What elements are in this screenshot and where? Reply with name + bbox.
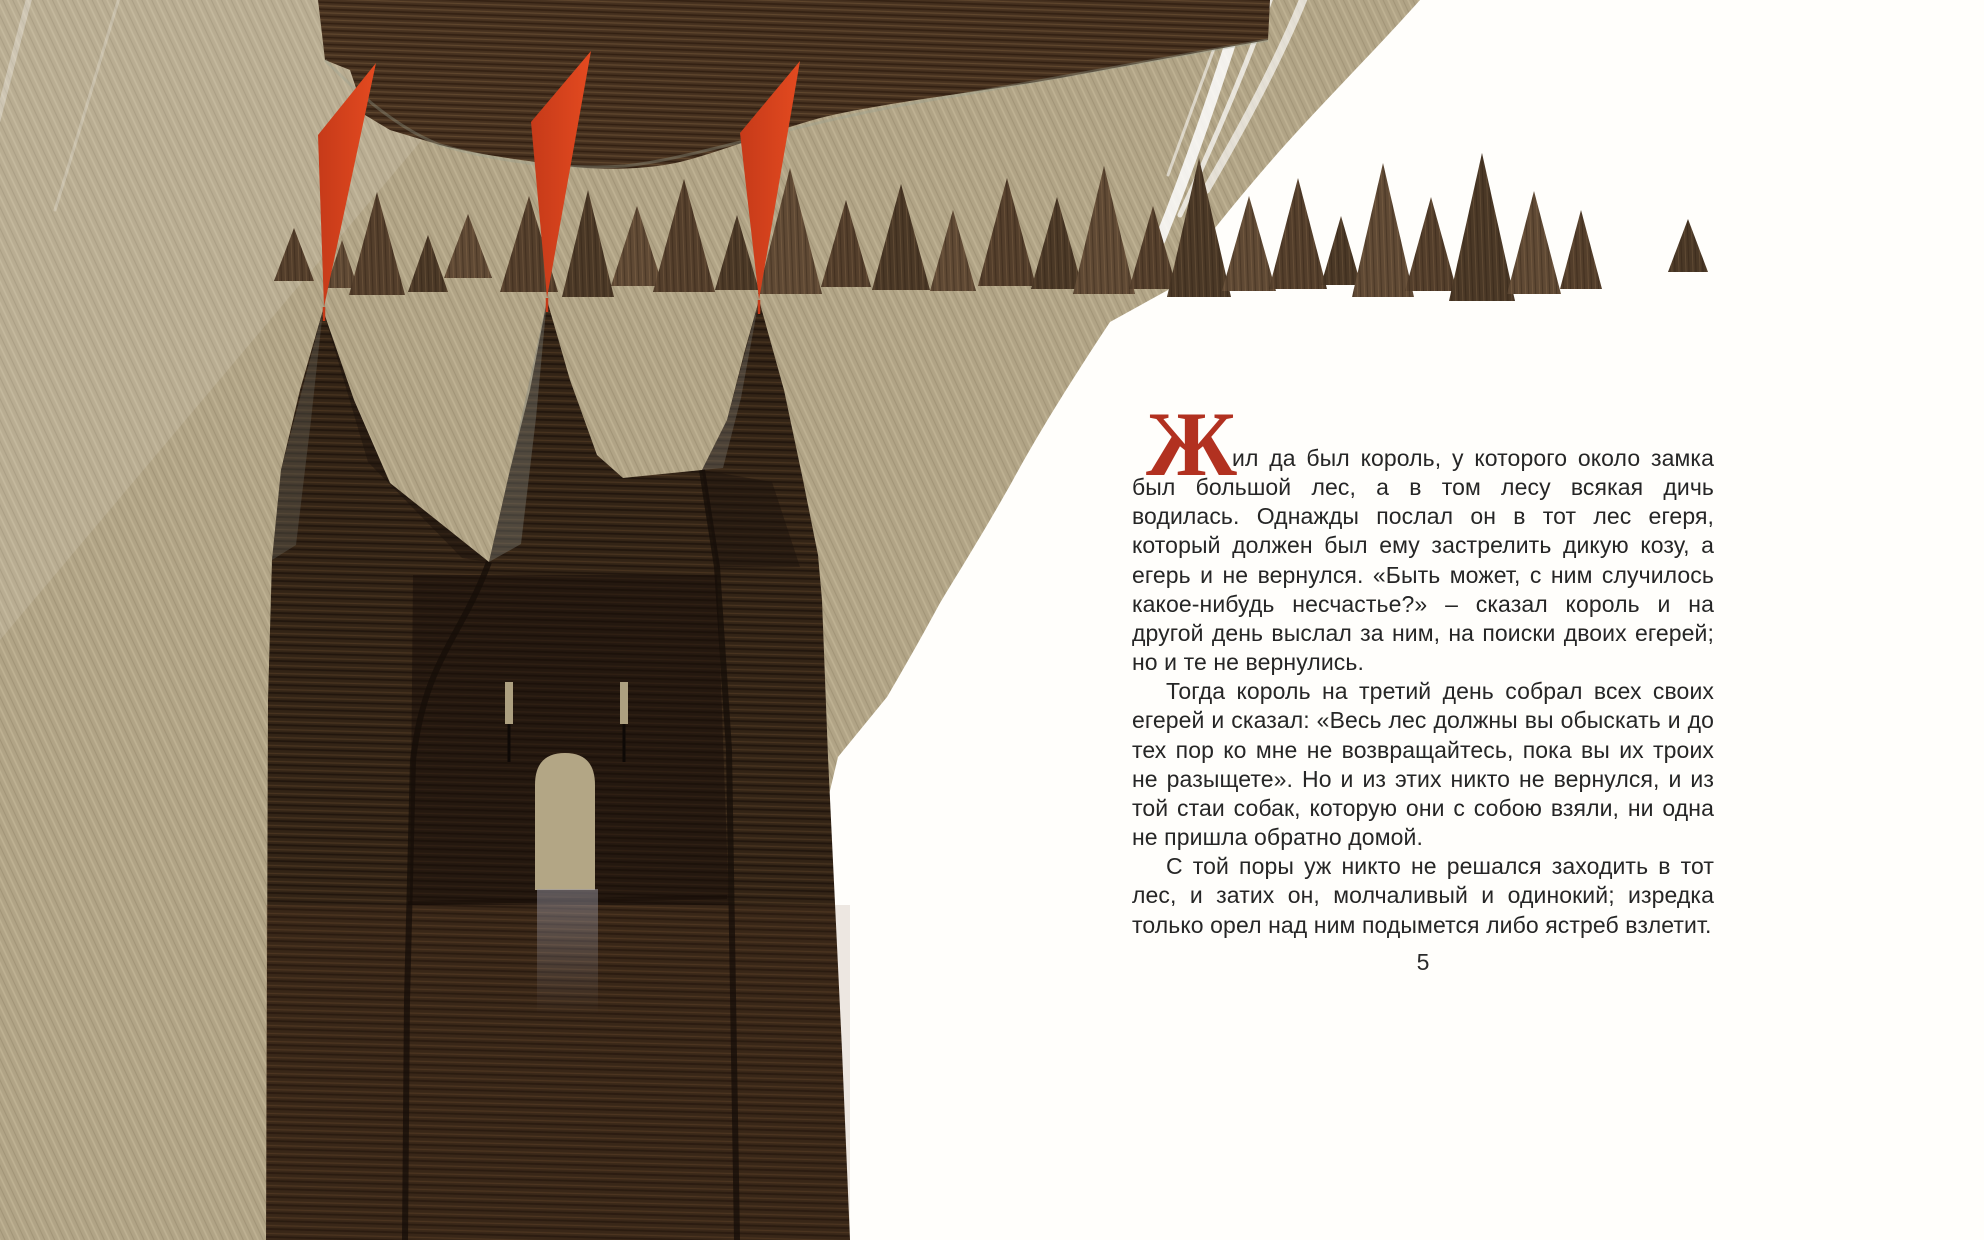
story-paragraph-1: ил да был король, у которого около замка был большой лес, а в том лесу всякая дичь водилась. Однажды послал он в тот лес егеря, который должен был ему застрелить дикую козу, а егерь и не вернулся. «Быть может, с ним случилось какое-нибудь несчастье?» – сказал король и на другой день выслал за ним, на поиски двоих егерей; но и те не вернулись. bbox=[1132, 445, 1714, 676]
arched-window bbox=[535, 753, 595, 890]
story-text-column bbox=[1132, 393, 1714, 940]
story-paragraph-2: Тогда король на третий день собрал всех своих егерей и сказал: «Весь лес должны вы обыскать и до тех пор ко мне не возвращайтесь, пока вы их троих не разыщете». Но и из этих никто не вернулся, и из той стаи собак, которую они с собою взяли, ни одна не пришла обратно домой. bbox=[1132, 678, 1714, 851]
window-reflection bbox=[537, 889, 598, 1014]
story-paragraph-3: С той поры уж никто не решался заходить в тот лес, и затих он, молчаливый и одинокий; изредка только орел над ним подымется либо ястреб взлетит. bbox=[1132, 853, 1714, 938]
page-number: 5 bbox=[1416, 949, 1430, 975]
castle-tower bbox=[266, 300, 850, 1240]
drop-cap: Ж bbox=[1146, 393, 1238, 495]
